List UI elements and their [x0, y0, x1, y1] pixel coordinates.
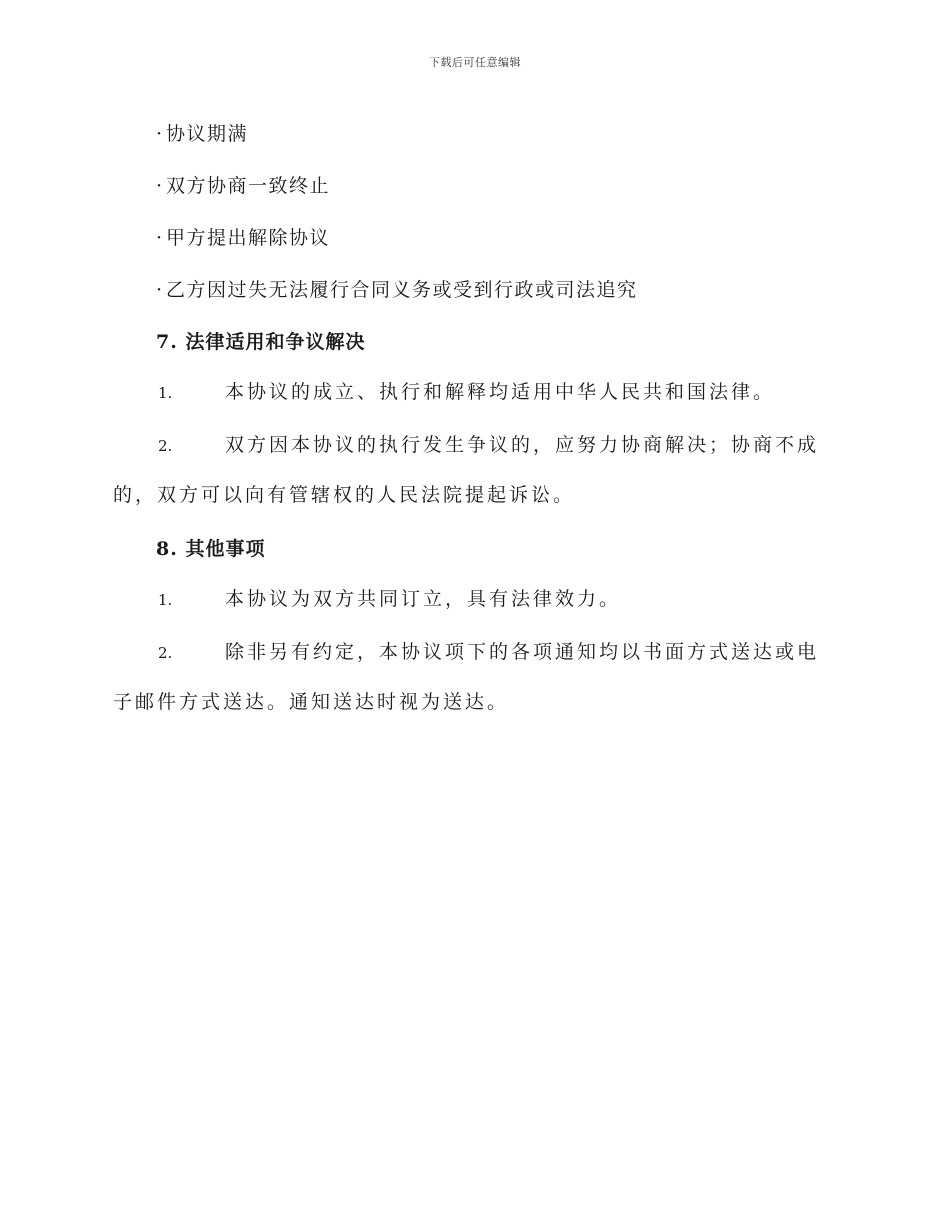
clause-number: 2.: [158, 437, 173, 455]
section-heading-other-matters: 8. 其他事项: [156, 538, 266, 560]
clause-text: 本协议为双方共同订立，具有法律效力。: [225, 588, 622, 610]
termination-bullet: [113, 160, 838, 212]
clause-text: 除非另有约定，本协议项下的各项通知均以书面方式送达或电子邮件方式送达。通知送达时视为送达。: [113, 641, 820, 713]
clause-8-1: [113, 575, 838, 625]
bullet-text: 甲方提出解除协议: [166, 227, 331, 249]
clause-number: 2.: [158, 644, 173, 662]
bullet-dot: ·: [156, 227, 164, 249]
section-heading-governing-law: 7. 法律适用和争议解决: [156, 331, 366, 353]
clause-text: 本协议的成立、执行和解释均适用中华人民共和国法律。: [225, 381, 776, 403]
bullet-text: 双方协商一致终止: [166, 175, 331, 197]
document-body: [113, 108, 838, 730]
clause-7-2: [113, 421, 838, 520]
clause-number: 1.: [158, 384, 173, 402]
bullet-dot: ·: [156, 123, 164, 145]
termination-bullet: [113, 264, 838, 316]
bullet-dot: ·: [156, 279, 164, 301]
clause-7-1: [113, 368, 838, 418]
termination-bullet: [113, 212, 838, 264]
page-header-note: 下载后可任意编辑: [429, 56, 521, 69]
bullet-text: 乙方因过失无法履行合同义务或受到行政或司法追究: [166, 279, 638, 301]
clause-text: 双方因本协议的执行发生争议的，应努力协商解决；协商不成的，双方可以向有管辖权的人民法院提起诉讼。: [113, 434, 820, 506]
termination-bullet: [113, 108, 838, 160]
clause-8-2: [113, 628, 838, 727]
bullet-dot: ·: [156, 175, 164, 197]
clause-number: 1.: [158, 591, 173, 609]
bullet-text: 协议期满: [166, 123, 249, 145]
